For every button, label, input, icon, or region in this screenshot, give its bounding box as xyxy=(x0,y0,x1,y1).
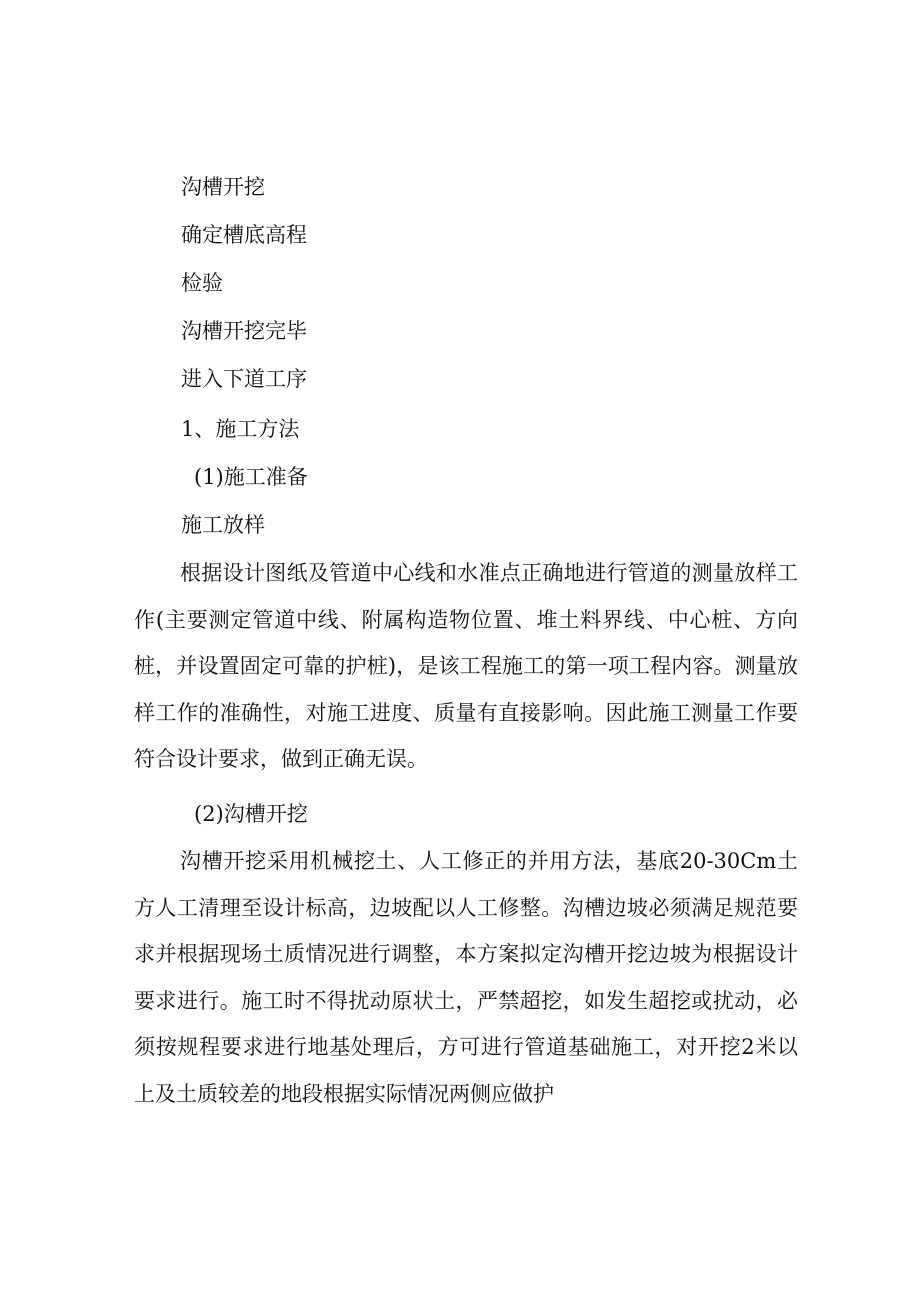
paragraph-trench-excavation xyxy=(134,838,798,1117)
flow-step-trench-excavation: 沟槽开挖 xyxy=(181,175,265,199)
flow-step-next-process: 进入下道工序 xyxy=(181,367,307,391)
flow-step-inspection: 检验 xyxy=(181,271,223,295)
flow-step-determine-bottom-elevation: 确定槽底高程 xyxy=(181,223,307,247)
sub-heading-setting-out: 施工放样 xyxy=(181,513,265,537)
paragraph-trench-excavation-text: 沟槽开挖采用机械挖土、人工修正的并用方法，基底20-30Cm土方人工清理至设计标高，边坡配以人工修整。沟槽边坡必须满足规范要求并根据现场土质情况进行调整，本方案拟定沟槽开挖边坡为根据设计要求进行。施工时不得扰动原状土，严禁超挖，如发生超挖或扰动，必须按规程要求进行地基处理后，方可进行管道基础施工，对开挖2米以上及土质较差的地段根据实际情况两侧应做护 xyxy=(134,849,798,1106)
paragraph-setting-out xyxy=(134,550,798,783)
paragraph-setting-out-text: 根据设计图纸及管道中心线和水准点正确地进行管道的测量放样工作(主要测定管道中线、附属构造物位置、堆土料界线、中心桩、方向桩，并设置固定可靠的护桩)，是该工程施工的第一项工程内容。测量放样工作的准确性，对施工进度、质量有直接影响。因此施工测量工作要符合设计要求，做到正确无误。 xyxy=(134,561,798,771)
flow-step-excavation-complete: 沟槽开挖完毕 xyxy=(181,319,307,343)
section-heading-construction-method: 1、施工方法 xyxy=(181,417,300,441)
subsection-heading-trench-excavation: (2)沟槽开挖 xyxy=(194,802,308,826)
subsection-heading-preparation: (1)施工准备 xyxy=(194,465,308,489)
